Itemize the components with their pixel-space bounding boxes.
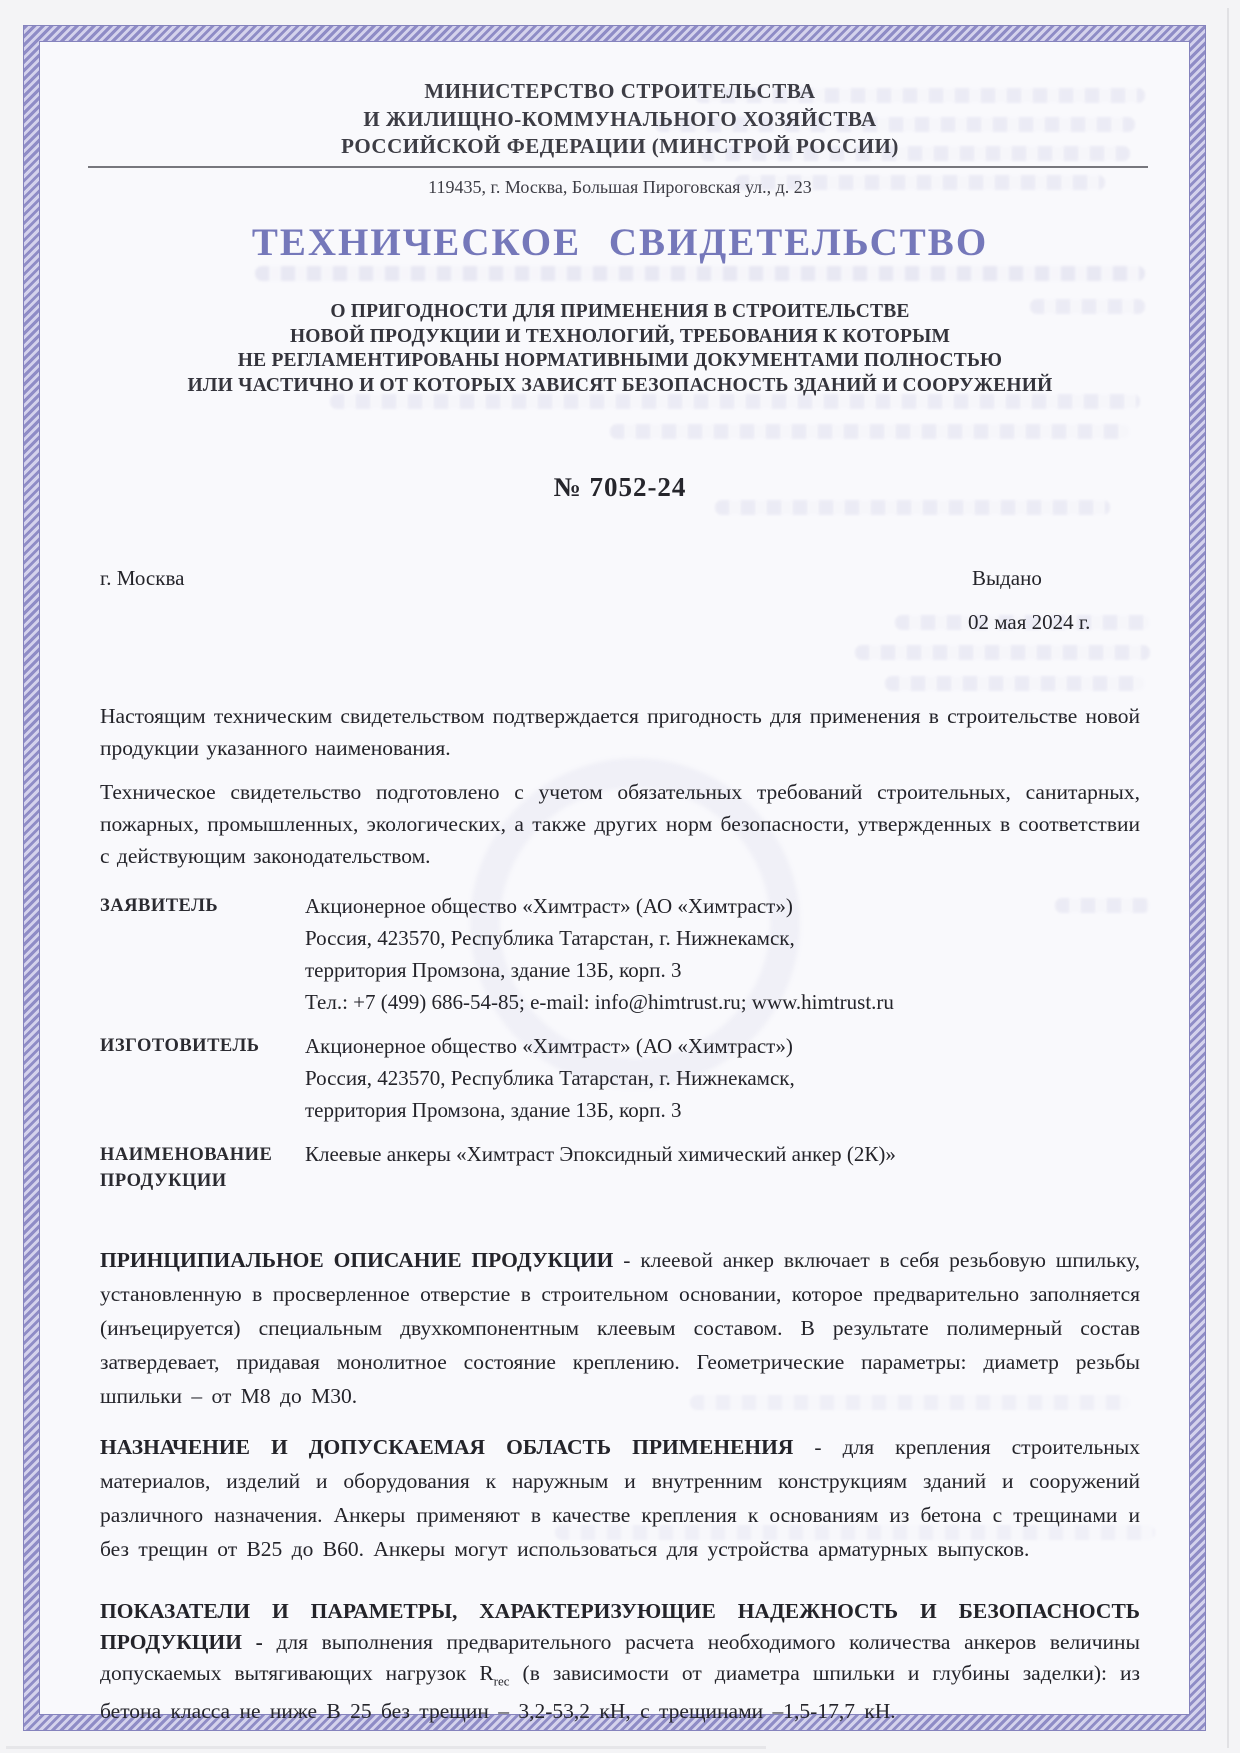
- applicant-details: [305, 890, 894, 1018]
- ministry-address: 119435, г. Москва, Большая Пироговская ул., д. 23: [428, 177, 812, 197]
- ministry-line-3: РОССИЙСКОЙ ФЕДЕРАЦИИ (МИНСТРОЙ РОССИИ): [341, 134, 899, 158]
- purpose-text: - для крепления строительных материалов, изделий и оборудования к наружным и внутренним конструкциям зданий и сооружений различного назначения. Анкеры применяют в качестве крепления к основаниям из бетона с трещинами и без трещин от В25 до В60. Анкеры могут использоваться для устройства арматурных выпусков.: [100, 1435, 1140, 1561]
- product-description-paragraph: [100, 1243, 1140, 1413]
- certificate-number: № 7052-24: [553, 472, 687, 502]
- purpose-heading: НАЗНАЧЕНИЕ И ДОПУСКАЕМАЯ ОБЛАСТЬ ПРИМЕНЕНИЯ: [100, 1435, 794, 1459]
- applicant-line-4: Тел.: +7 (499) 686-54-85; e-mail: info@himtrust.ru; www.himtrust.ru: [305, 990, 894, 1014]
- scan-sheet-edge-bottom: [6, 1746, 766, 1749]
- product-description-text: - клеевой анкер включает в себя резьбовую шпильку, установленную в просверленное отверстие в строительном основании, которое предварительно заполняется (инъецируется) специальным двухкомпонентным клеевым составом. В результате полимерный состав затвердевает, придавая монолитное состояние креплению. Геометрические параметры: диаметр резьбы шпильки – от М8 до М30.: [100, 1248, 1140, 1408]
- basis-paragraph: Техническое свидетельство подготовлено с учетом обязательных требований строительных, санитарных, пожарных, промышленных, экологических, а также других норм безопасности, утвержденных в соответствии с действующим законодательством.: [100, 780, 1140, 868]
- ministry-line-2: И ЖИЛИЩНО-КОММУНАЛЬНОГО ХОЗЯЙСТВА: [363, 106, 877, 131]
- product-name-value: Клеевые анкеры «Химтраст Эпоксидный химический анкер (2К)»: [305, 1142, 896, 1166]
- applicant-line-3: территория Промзона, здание 13Б, корп. 3: [305, 958, 682, 982]
- product-name-label-line-1: НАИМЕНОВАНИЕ: [100, 1145, 273, 1165]
- subtitle-line-1: О ПРИГОДНОСТИ ДЛЯ ПРИМЕНЕНИЯ В СТРОИТЕЛЬСТВЕ: [330, 301, 910, 322]
- applicant-line-1: Акционерное общество «Химтраст» (АО «Химтраст»): [305, 894, 793, 918]
- manufacturer-line-3: территория Промзона, здание 13Б, корп. 3: [305, 1098, 682, 1122]
- subtitle-line-4: ИЛИ ЧАСТИЧНО И ОТ КОТОРЫХ ЗАВИСЯТ БЕЗОПАСНОСТЬ ЗДАНИЙ И СООРУЖЕНИЙ: [187, 374, 1053, 396]
- document-subtitle: [60, 300, 1180, 398]
- ministry-letterhead: [100, 78, 1140, 161]
- manufacturer-details: [305, 1030, 795, 1126]
- indicators-paragraph: [100, 1596, 1140, 1727]
- indicators-text-before-sub: для выполнения предварительного расчета необходимого количества анкеров величины допускаемых вытягивающих нагрузок R: [100, 1630, 1140, 1685]
- bleedthrough-artifact: [885, 676, 1145, 691]
- issued-label: Выдано: [972, 566, 1042, 590]
- applicant-label: ЗАЯВИТЕЛЬ: [100, 896, 219, 916]
- manufacturer-line-1: Акционерное общество «Химтраст» (АО «Химтраст»): [305, 1034, 793, 1058]
- scan-sheet-edge-right: [1227, 8, 1229, 1748]
- bleedthrough-artifact: [1055, 898, 1150, 913]
- bleedthrough-artifact: [610, 424, 1130, 439]
- manufacturer-label: ИЗГОТОВИТЕЛЬ: [100, 1036, 260, 1056]
- bleedthrough-artifact: [255, 266, 1145, 281]
- intro-paragraph: Настоящим техническим свидетельством подтверждается пригодность для применения в строительстве новой продукции указанного наименования.: [100, 704, 1140, 760]
- r-rec-subscript: rec: [493, 1673, 510, 1689]
- product-description-heading: ПРИНЦИПИАЛЬНОЕ ОПИСАНИЕ ПРОДУКЦИИ: [100, 1248, 614, 1272]
- purpose-paragraph: [100, 1430, 1140, 1566]
- subtitle-line-2: НОВОЙ ПРОДУКЦИИ И ТЕХНОЛОГИЙ, ТРЕБОВАНИЯ К КОТОРЫМ: [289, 325, 951, 347]
- bleedthrough-artifact: [855, 645, 1150, 660]
- issue-city: г. Москва: [100, 566, 185, 590]
- product-name-label: [100, 1142, 272, 1194]
- subtitle-line-3: НЕ РЕГЛАМЕНТИРОВАНЫ НОРМАТИВНЫМИ ДОКУМЕНТАМИ ПОЛНОСТЬЮ: [237, 350, 1003, 371]
- product-name-label-line-2: ПРОДУКЦИИ: [100, 1171, 227, 1191]
- letterhead-divider-line: [88, 166, 1148, 168]
- document-title: ТЕХНИЧЕСКОЕ СВИДЕТЕЛЬСТВО: [251, 221, 989, 264]
- indicators-text-after-sub: (в зависимости от диаметра шпильки и глубины заделки): из бетона класса не ниже В 25 без трещин – 3,2-53,2 кН, с трещинами –1,5-17,7 кН.: [100, 1661, 1141, 1724]
- issued-date: 02 мая 2024 г.: [968, 610, 1091, 634]
- ministry-line-1: МИНИСТЕРСТВО СТРОИТЕЛЬСТВА: [424, 79, 816, 103]
- indicators-heading: ПОКАЗАТЕЛИ И ПАРАМЕТРЫ, ХАРАКТЕРИЗУЮЩИЕ НАДЕЖНОСТЬ И БЕЗОПАСНОСТЬ ПРОДУКЦИИ -: [100, 1599, 1140, 1654]
- applicant-line-2: Россия, 423570, Республика Татарстан, г. Нижнекамск,: [305, 926, 795, 950]
- manufacturer-line-2: Россия, 423570, Республика Татарстан, г. Нижнекамск,: [305, 1066, 795, 1090]
